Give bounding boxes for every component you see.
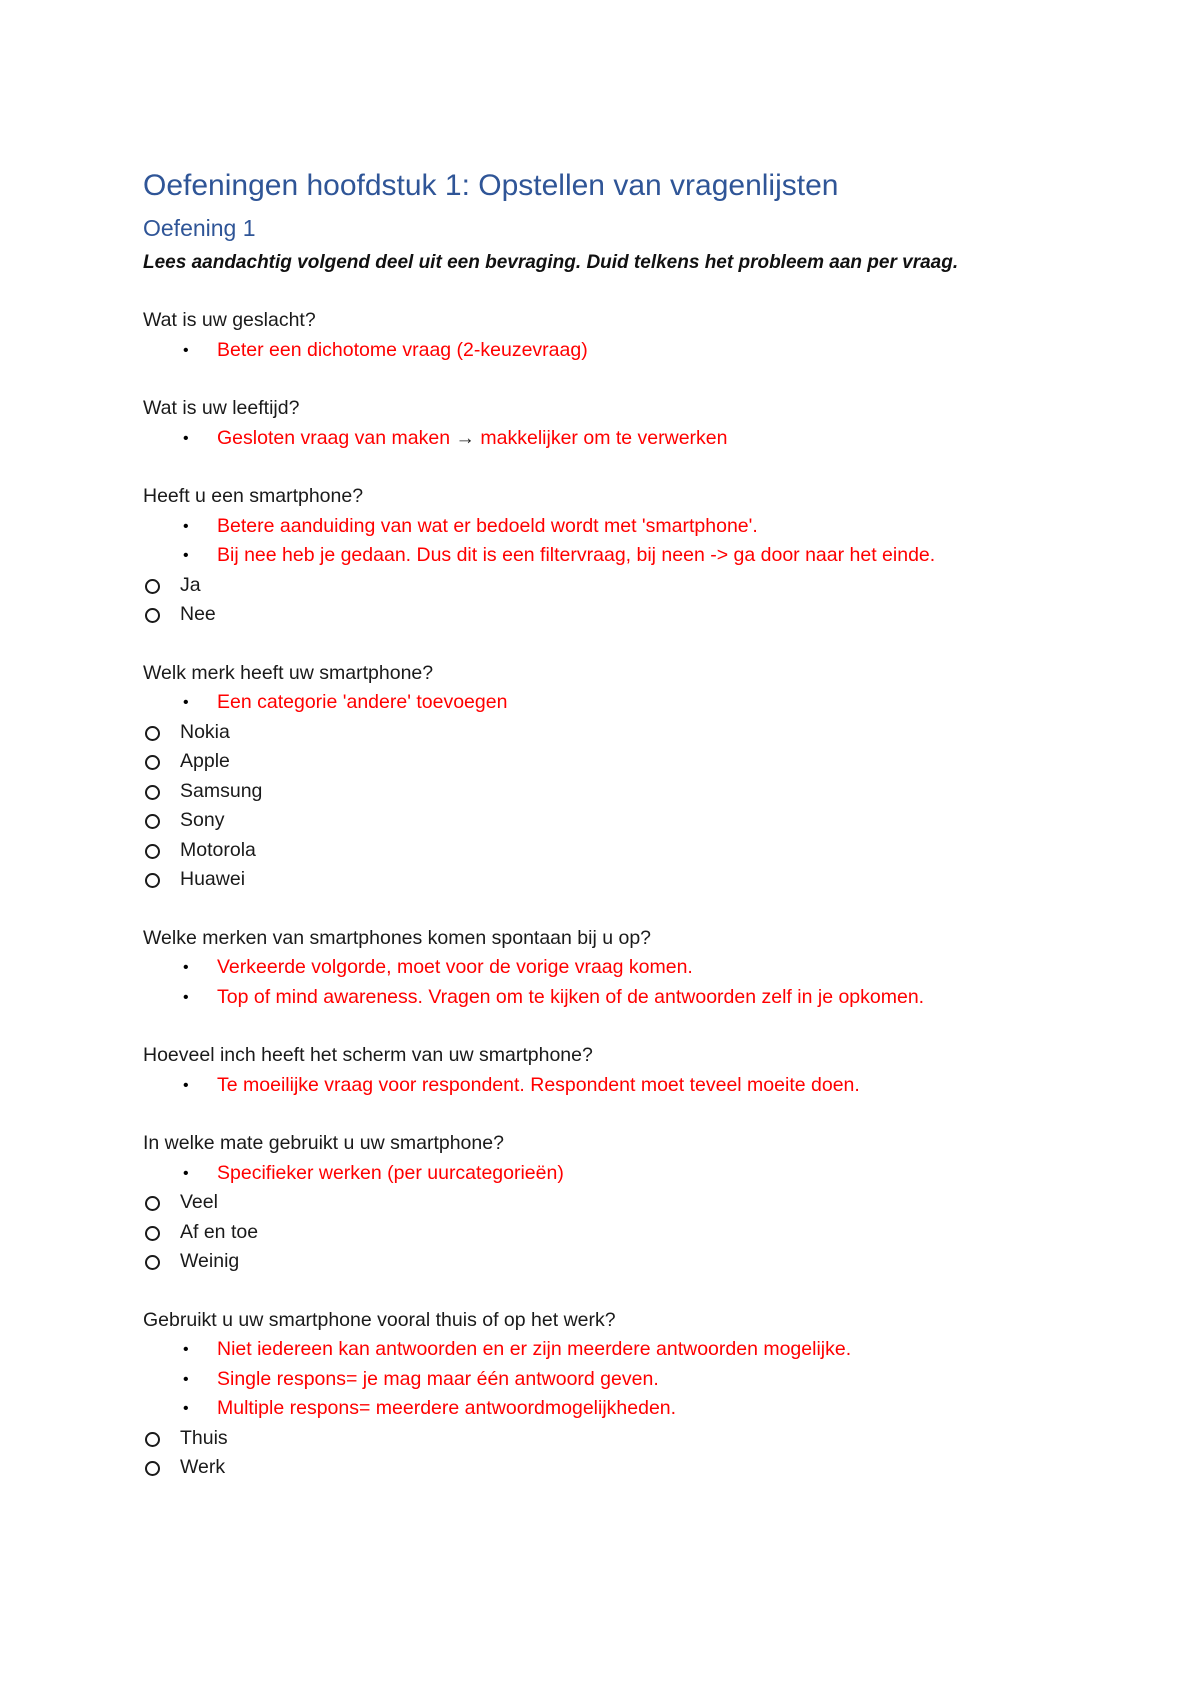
answer-option[interactable]: Af en toe	[143, 1218, 1063, 1248]
answer-option[interactable]: Sony	[143, 806, 1063, 836]
answer-option[interactable]: Veel	[143, 1188, 1063, 1218]
question-block-spontaneous-brands	[143, 924, 1063, 1013]
comment-item: • Verkeerde volgorde, moet voor de vorige vraag komen.	[143, 953, 1063, 983]
question-text: In welke mate gebruikt u uw smartphone?	[143, 1132, 504, 1154]
radio-circle-icon[interactable]	[145, 726, 160, 741]
radio-circle-icon[interactable]	[145, 1196, 160, 1211]
question-block-location	[143, 1306, 1063, 1483]
answer-option[interactable]: Nokia	[143, 718, 1063, 748]
question-text: Wat is uw geslacht?	[143, 309, 316, 331]
arrow-right-icon: →	[455, 426, 475, 449]
radio-circle-icon[interactable]	[145, 1432, 160, 1447]
question-block-age	[143, 394, 1063, 453]
radio-circle-icon[interactable]	[145, 608, 160, 623]
comment-item: • Single respons= je mag maar één antwoord geven.	[143, 1365, 1063, 1395]
comment-item: • Niet iedereen kan antwoorden en er zijn meerdere antwoorden mogelijke.	[143, 1335, 1063, 1365]
comment-item: • Betere aanduiding van wat er bedoeld wordt met 'smartphone'.	[143, 512, 1063, 542]
answer-option[interactable]: Motorola	[143, 836, 1063, 866]
question-text: Heeft u een smartphone?	[143, 485, 364, 507]
radio-circle-icon[interactable]	[145, 1461, 160, 1476]
page-title: Oefeningen hoofdstuk 1: Opstellen van vragenlijsten	[143, 169, 839, 202]
answer-option[interactable]: Samsung	[143, 777, 1063, 807]
answer-option[interactable]: Weinig	[143, 1247, 1063, 1277]
bullet-icon: •	[183, 959, 189, 976]
bullet-icon: •	[183, 429, 189, 447]
question-text: Gebruikt u uw smartphone vooral thuis of op het werk?	[143, 1308, 616, 1331]
question-text: Welk merk heeft uw smartphone?	[143, 661, 434, 684]
comment-item: • Een categorie 'andere' toevoegen	[143, 688, 1063, 718]
radio-circle-icon[interactable]	[145, 785, 160, 800]
bullet-icon: •	[183, 1370, 189, 1388]
question-text: Wat is uw leeftijd?	[143, 397, 300, 419]
comment-item: • Beter een dichotome vraag (2-keuzevraag)	[143, 336, 1063, 366]
bullet-icon: •	[183, 1164, 189, 1182]
comment-item: • Gesloten vraag van maken → makkelijker om te verwerken	[143, 424, 1063, 454]
question-block-screen-size	[143, 1041, 1063, 1100]
bullet-icon: •	[183, 517, 189, 535]
question-text: Welke merken van smartphones komen spontaan bij u op?	[143, 926, 652, 949]
question-block-brand	[143, 659, 1063, 895]
question-block-gender	[143, 306, 1063, 365]
bullet-icon: •	[183, 547, 189, 564]
radio-circle-icon[interactable]	[145, 579, 160, 594]
answer-option[interactable]: Ja	[143, 571, 1063, 601]
document-page	[143, 166, 1063, 1483]
radio-circle-icon[interactable]	[145, 1255, 160, 1270]
comment-item: • Multiple respons= meerdere antwoordmogelijkheden.	[143, 1394, 1063, 1424]
answer-option[interactable]: Nee	[143, 600, 1063, 630]
question-text: Hoeveel inch heeft het scherm van uw smartphone?	[143, 1044, 593, 1066]
comment-item: • Top of mind awareness. Vragen om te kijken of de antwoorden zelf in je opkomen.	[143, 983, 1063, 1013]
answer-option[interactable]: Werk	[143, 1453, 1063, 1483]
bullet-icon: •	[183, 1076, 189, 1094]
question-block-usage	[143, 1129, 1063, 1277]
bullet-icon: •	[183, 1341, 189, 1358]
radio-circle-icon[interactable]	[145, 844, 160, 859]
radio-circle-icon[interactable]	[145, 1226, 160, 1241]
comment-item: • Bij nee heb je gedaan. Dus dit is een filtervraag, bij neen -> ga door naar het einde.	[143, 541, 1063, 571]
bullet-icon: •	[183, 1400, 189, 1417]
radio-circle-icon[interactable]	[145, 873, 160, 888]
exercise-heading: Oefening 1	[143, 215, 256, 241]
bullet-icon: •	[183, 341, 189, 359]
answer-option[interactable]: Apple	[143, 747, 1063, 777]
radio-circle-icon[interactable]	[145, 755, 160, 770]
comment-item: • Specifieker werken (per uurcategorieën)	[143, 1159, 1063, 1189]
bullet-icon: •	[183, 694, 189, 711]
answer-option[interactable]: Thuis	[143, 1424, 1063, 1454]
bullet-icon: •	[183, 988, 189, 1006]
answer-option[interactable]: Huawei	[143, 865, 1063, 895]
instruction-text: Lees aandachtig volgend deel uit een bevraging. Duid telkens het probleem aan per vraag.	[143, 252, 959, 273]
comment-item: • Te moeilijke vraag voor respondent. Respondent moet teveel moeite doen.	[143, 1071, 1063, 1101]
radio-circle-icon[interactable]	[145, 814, 160, 829]
question-block-smartphone	[143, 482, 1063, 630]
